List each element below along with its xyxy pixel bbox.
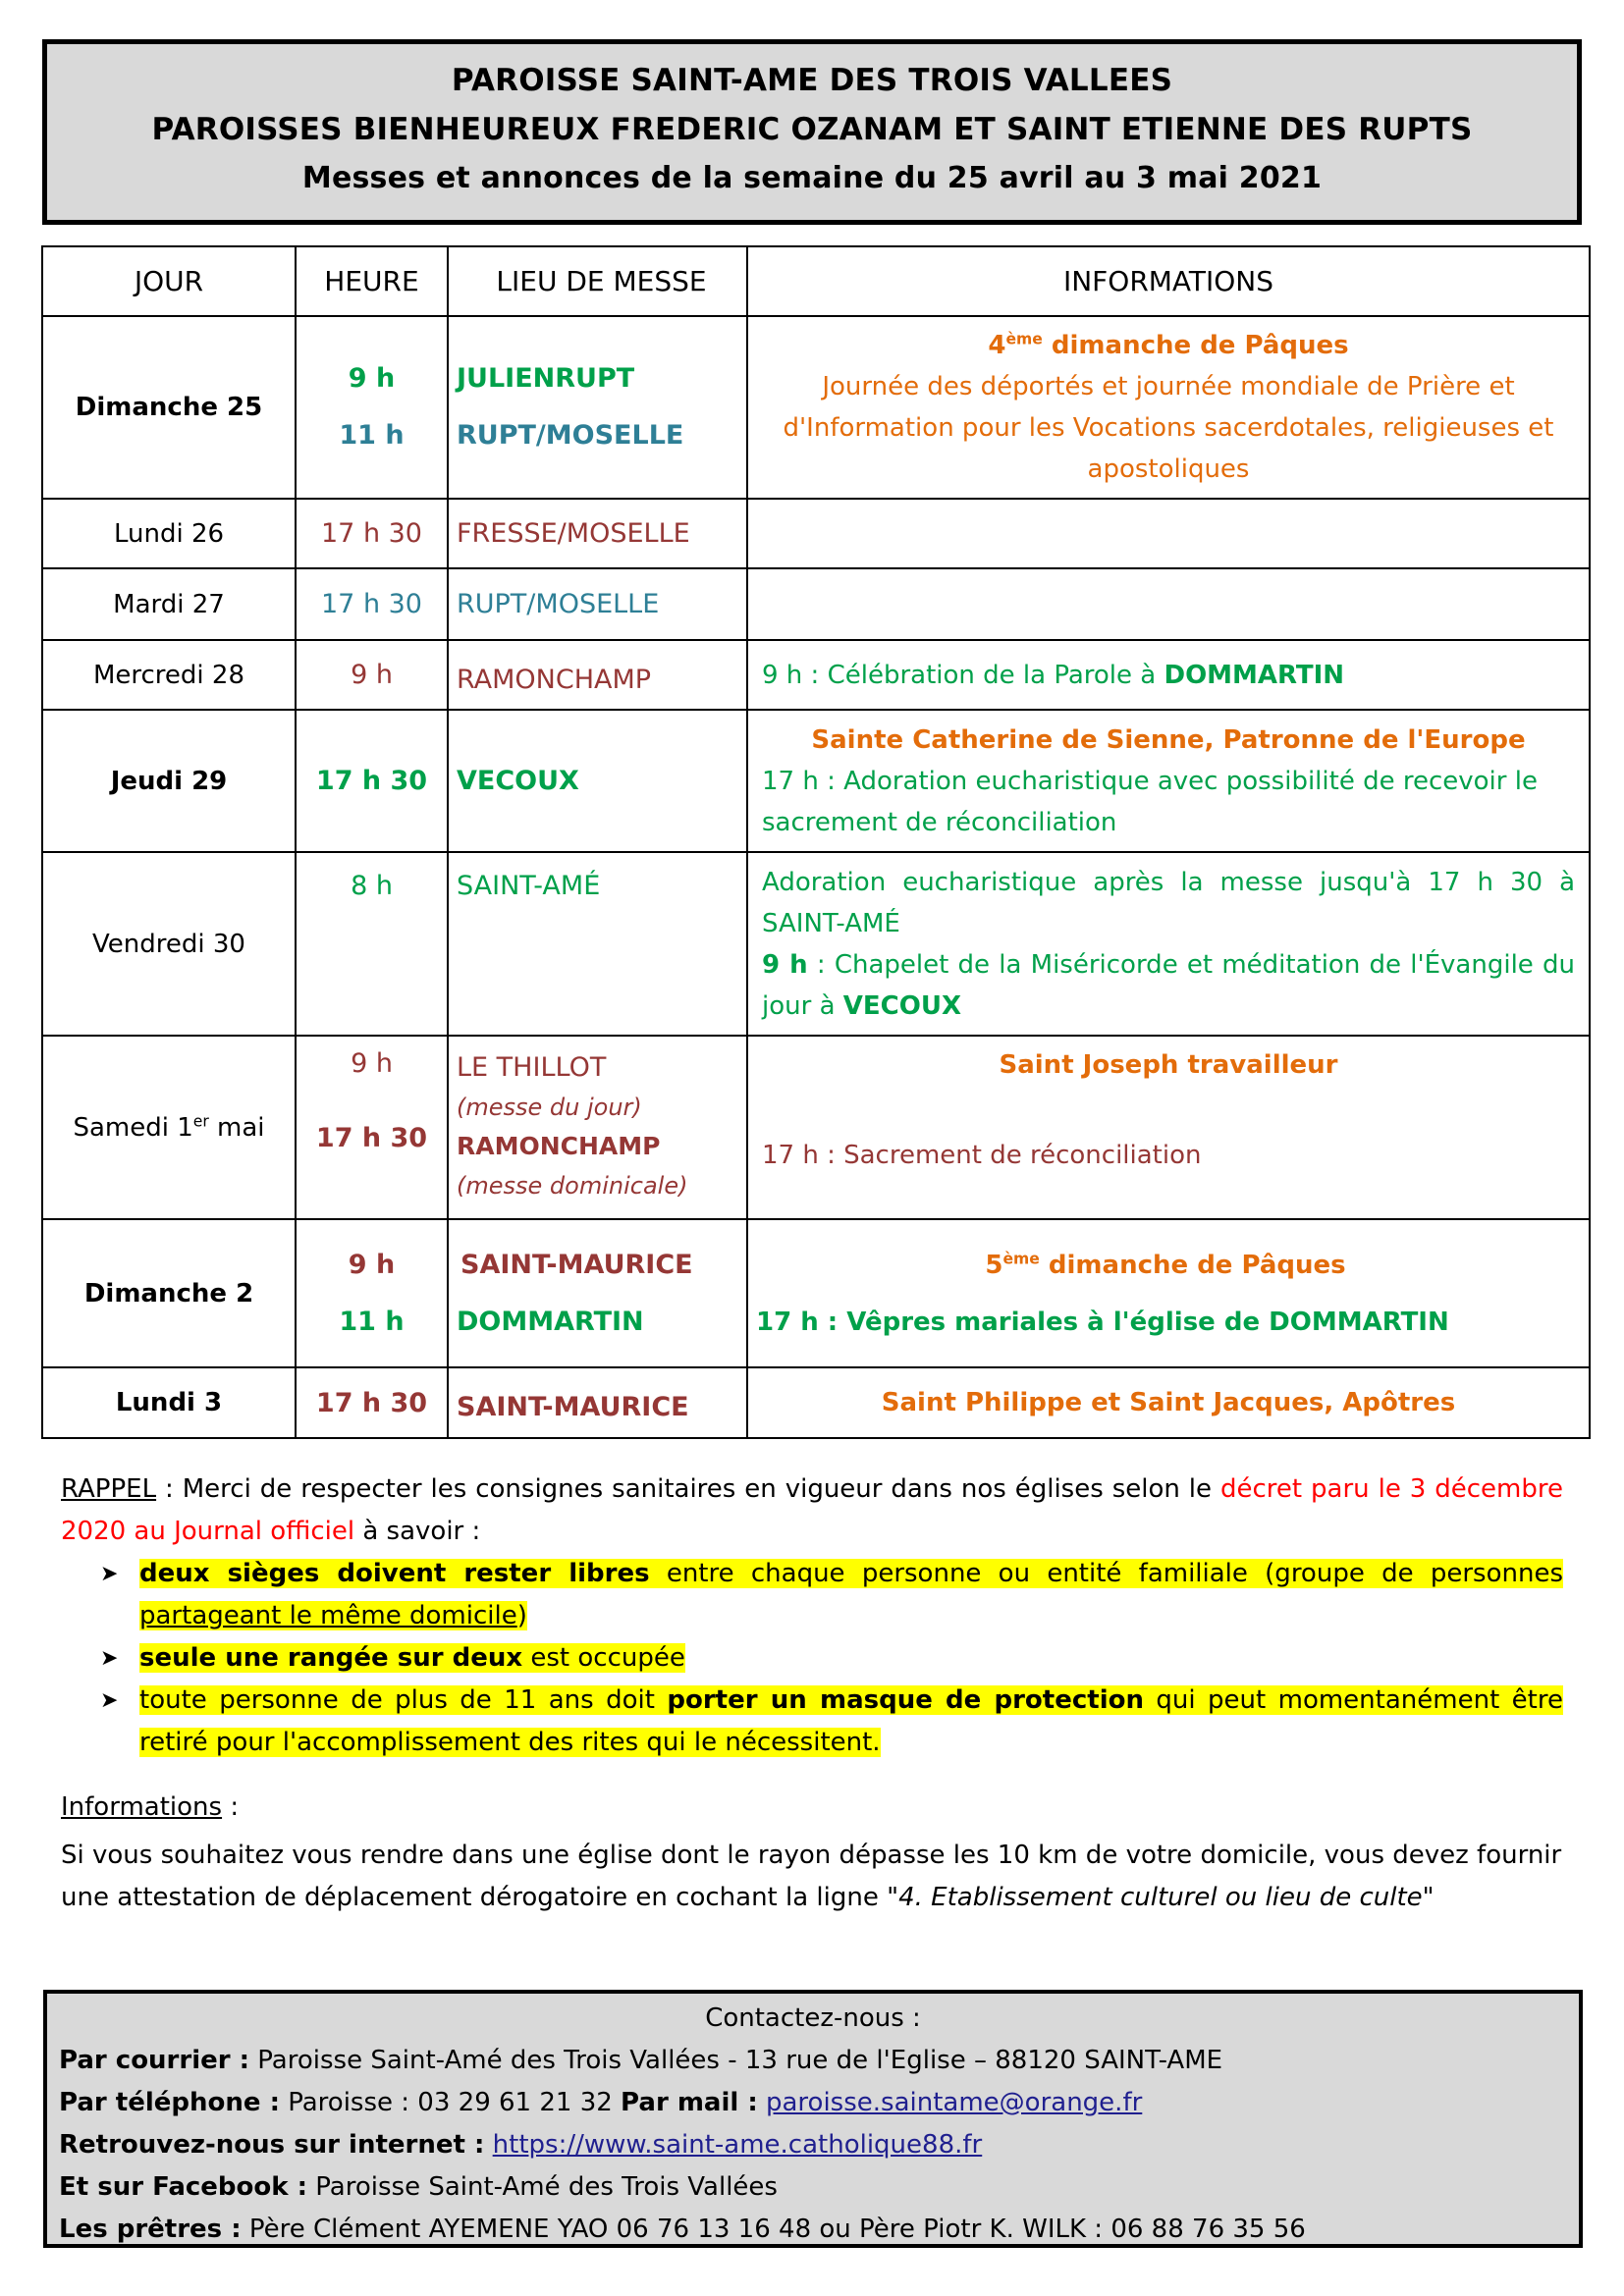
time: 8 h [296,852,448,1036]
day-cell: Samedi 1er mai [42,1036,296,1219]
place: RAMONCHAMP [448,640,747,710]
place: RUPT/MOSELLE [448,568,747,640]
day-cell: Lundi 3 [42,1367,296,1438]
table-header-row [42,246,1590,316]
info-title: Saint Philippe et Saint Jacques, Apôtres [747,1367,1590,1438]
header-subtitle: PAROISSES BIENHEUREUX FREDERIC OZANAM ET SAINT ETIENNE DES RUPTS [151,112,1473,147]
arrow-bullet-icon: ➤ [100,1646,119,1671]
info-text: Adoration eucharistique après la messe jusqu'à 17 h 30 à SAINT-AMÉ [762,867,1575,938]
time: 9 h [348,363,396,394]
table-row [42,568,1590,640]
col-header-informations: INFORMATIONS [747,246,1590,316]
time: 17 h 30 [296,568,448,640]
decree-reference: décret paru le 3 décembre 2020 au Journal officiel [61,1474,1563,1546]
time: 9 h [348,1249,396,1280]
info-cell: 9 h : Célébration de la Parole à DOMMARTIN [747,640,1590,710]
contact-facebook: Et sur Facebook : Paroisse Saint-Amé des Trois Vallées [59,2172,778,2202]
header-week: Messes et annonces de la semaine du 25 avril au 3 mai 2021 [301,161,1323,195]
table-row [42,710,1590,852]
time: 11 h [339,1306,405,1337]
mass-schedule-table [41,245,1591,1439]
contact-website: Retrouvez-nous sur internet : https://www.saint-ame.catholique88.fr [59,2130,983,2160]
list-item: ➤ seule une rangée sur deux est occupée [100,1637,1563,1680]
time: 9 h [296,640,448,710]
time: 17 h 30 [296,710,448,852]
info-text: 9 h : Chapelet de la Miséricorde et méditation de l'Évangile du jour à VECOUX [762,949,1575,1021]
rappel-label: RAPPEL [61,1474,157,1504]
info-title: 4ème dimanche de Pâques [988,330,1349,360]
place: RAMONCHAMP [457,1132,661,1160]
informations-text: Si vous souhaitez vous rendre dans une église dont le rayon dépasse les 10 km de votre domicile, vous devez fournir une attestation de déplacement dérogatoire en cochant la ligne "4. Etablissement culturel ou lieu de culte" [61,1841,1562,1912]
day-cell: Mercredi 28 [42,640,296,710]
day-cell: Jeudi 29 [42,710,296,852]
table-row [42,1219,1590,1367]
table-row [42,316,1590,499]
contact-title: Contactez-nous : [705,2003,921,2033]
arrow-bullet-icon: ➤ [100,1562,119,1586]
info-cell [747,1036,1590,1219]
info-text: Journée des déportés et journée mondiale de Prière et d'Information pour les Vocations sacerdotales, religieuses et apostoliques [783,372,1554,484]
info-title: Sainte Catherine de Sienne, Patronne de l'Europe [811,724,1526,755]
place-note: (messe du jour) [457,1094,642,1121]
place: SAINT-MAURICE [448,1367,747,1438]
place: DOMMARTIN [457,1306,644,1337]
col-header-heure: HEURE [296,246,448,316]
info-text: 17 h : Sacrement de réconciliation [762,1141,1202,1170]
time: 9 h [351,1048,393,1079]
table-row [42,640,1590,710]
header-title: PAROISSE SAINT-AME DES TROIS VALLEES [451,63,1173,98]
list-item: ➤ deux sièges doivent rester libres entre chaque personne ou entité familiale (groupe de personnes partageant le même domicile) [100,1553,1563,1637]
list-item: ➤ toute personne de plus de 11 ans doit porter un masque de protection qui peut momentanément être retiré pour l'accomplissement des rites qui le nécessitent. [100,1680,1563,1764]
rappel-intro: RAPPEL : Merci de respecter les consignes sanitaires en vigueur dans nos églises selon le décret paru le 3 décembre 2020 au Journal officiel à savoir : [61,1474,1563,1546]
col-header-lieu: LIEU DE MESSE [448,246,747,316]
table-row [42,1367,1590,1438]
contact-mail-address: Par courrier : Paroisse Saint-Amé des Trois Vallées - 13 rue de l'Eglise – 88120 SAINT-AME [59,2046,1223,2075]
informations-section: Informations : Si vous souhaitez vous rendre dans une église dont le rayon dépasse les 10 km de votre domicile, vous devez fournir une attestation de déplacement dérogatoire en cochant la ligne "4. Etablissement culturel ou lieu de culte" [61,1787,1573,1919]
col-header-jour: JOUR [42,246,296,316]
rappel-list [61,1553,1563,1764]
info-title: 5ème dimanche de Pâques [985,1249,1346,1280]
info-title: Saint Joseph travailleur [999,1050,1338,1080]
place: LE THILLOT [457,1052,607,1083]
website-link[interactable]: https://www.saint-ame.catholique88.fr [492,2130,983,2160]
informations-label: Informations [61,1792,223,1822]
place: SAINT-MAURICE [460,1249,693,1280]
rappel-section [61,1468,1563,1764]
place: RUPT/MOSELLE [457,420,684,451]
info-text: 17 h : Vêpres mariales à l'église de DOMMARTIN [756,1307,1449,1337]
contact-phone: Par téléphone : Paroisse : 03 29 61 21 32 Par mail : paroisse.saintame@orange.fr [59,2088,1143,2117]
day-cell: Dimanche 25 [42,316,296,499]
table-row [42,852,1590,1036]
day-cell: Vendredi 30 [42,852,296,1036]
place: FRESSE/MOSELLE [448,499,747,568]
time: 17 h 30 [315,1123,428,1153]
day-cell: Lundi 26 [42,499,296,568]
info-cell [747,710,1590,852]
day-cell: Dimanche 2 [42,1219,296,1367]
email-link[interactable]: paroisse.saintame@orange.fr [766,2088,1143,2117]
info-cell [747,316,1590,499]
table-row [42,1036,1590,1219]
table-row [42,499,1590,568]
place-note: (messe dominicale) [457,1172,688,1200]
day-cell: Mardi 27 [42,568,296,640]
place: SAINT-AMÉ [448,852,747,1036]
info-text: 17 h : Adoration eucharistique avec possibilité de recevoir le sacrement de réconciliation [762,766,1538,837]
place: JULIENRUPT [457,363,635,394]
info-cell [747,499,1590,568]
time: 17 h 30 [296,1367,448,1438]
time: 11 h [339,420,405,451]
time: 17 h 30 [296,499,448,568]
header-box [42,39,1582,225]
contact-box [43,1990,1583,2248]
place: VECOUX [448,710,747,852]
info-cell [747,852,1590,1036]
info-cell [747,568,1590,640]
arrow-bullet-icon: ➤ [100,1688,119,1713]
contact-priests: Les prêtres : Père Clément AYEMENE YAO 06 76 13 16 48 ou Père Piotr K. WILK : 06 88 76 35 56 [59,2215,1306,2244]
